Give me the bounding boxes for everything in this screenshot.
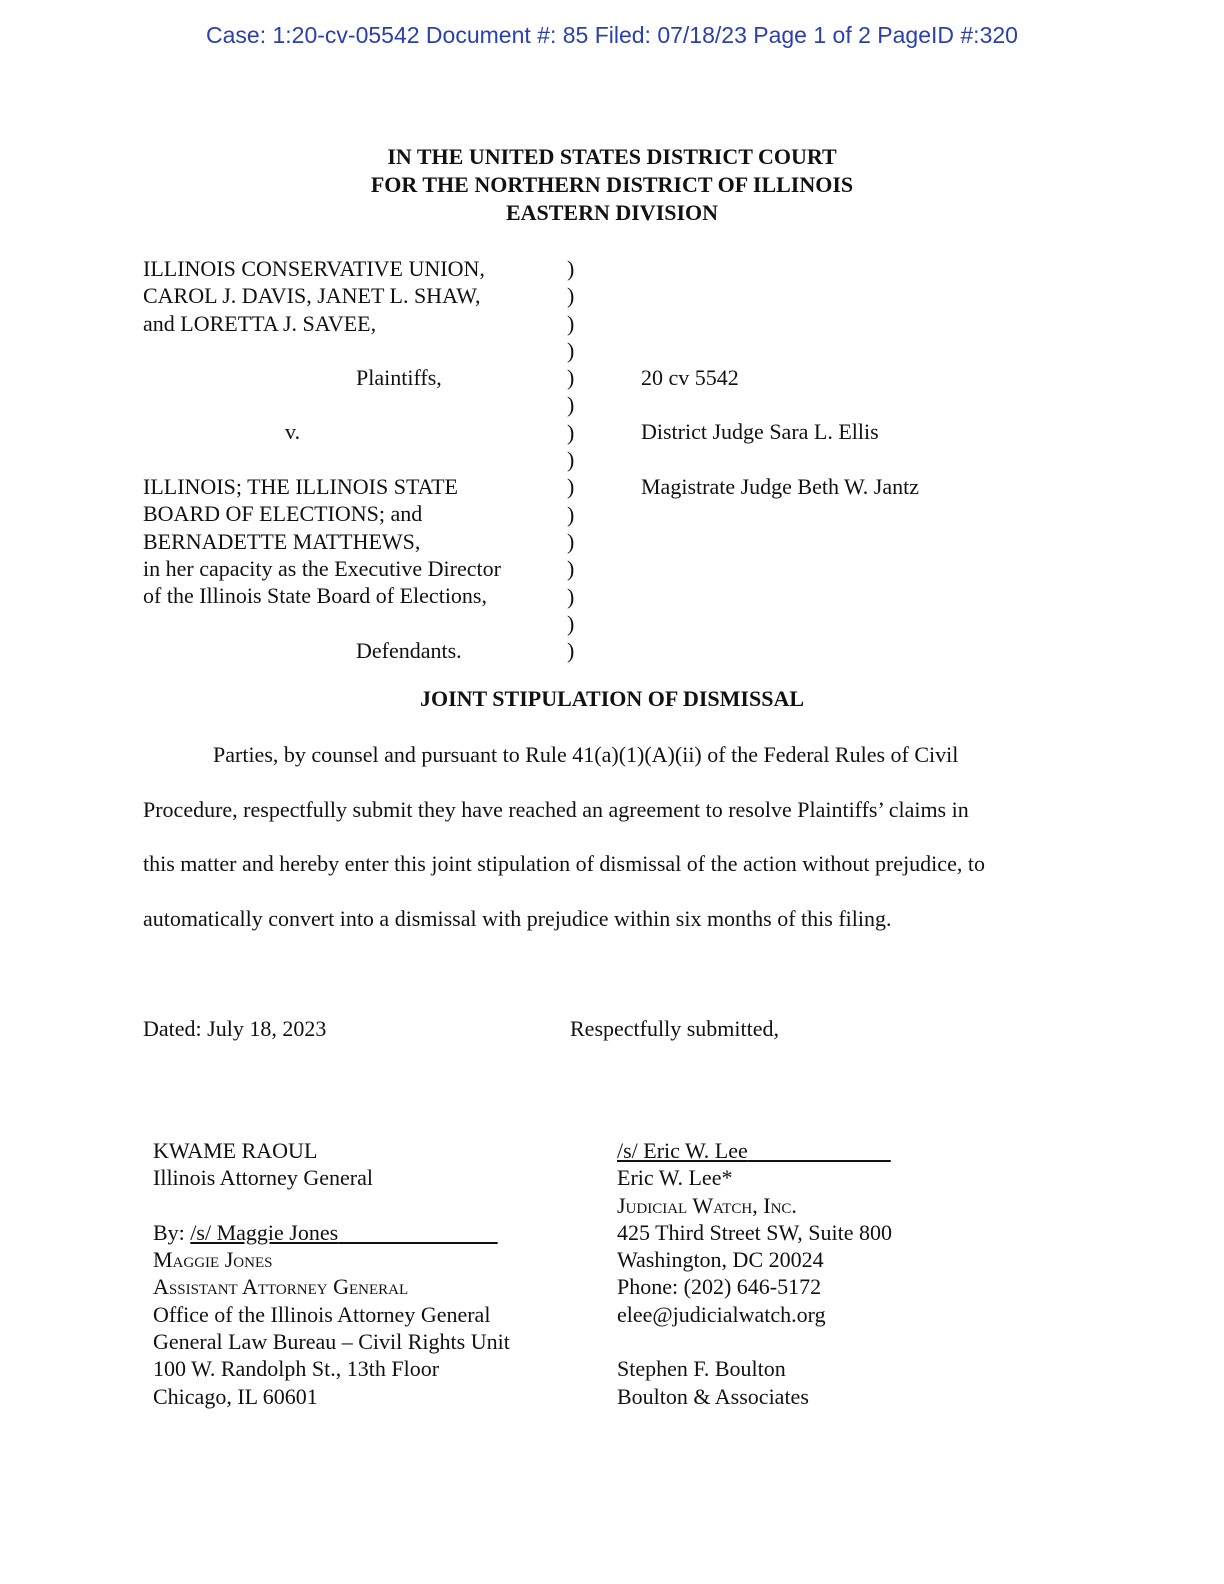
court-heading — [0, 143, 1224, 227]
signature-line — [153, 1219, 510, 1246]
defendant-line: of the Illinois State Board of Elections, — [143, 583, 487, 609]
magistrate-judge: Magistrate Judge Beth W. Jantz — [641, 474, 920, 499]
body-line-4: automatically convert into a dismissal with prejudice within six months of this filing. — [143, 906, 892, 931]
caption-paren: ) — [567, 447, 575, 473]
caption-paren: ) — [567, 283, 575, 309]
caption-paren: ) — [567, 638, 575, 664]
address-line-1: 425 Third Street SW, Suite 800 — [617, 1219, 892, 1245]
caption-paren: ) — [567, 501, 575, 527]
caption-paren: ) — [567, 310, 575, 336]
address-line-2: Washington, DC 20024 — [617, 1247, 824, 1273]
address-line-1: 100 W. Randolph St., 13th Floor — [153, 1356, 440, 1382]
cocounsel-name: Stephen F. Boulton — [617, 1356, 786, 1382]
case-number: 20 cv 5542 — [641, 365, 739, 390]
plaintiff-line: CAROL J. DAVIS, JANET L. SHAW, — [143, 283, 481, 309]
caption-paren: ) — [567, 556, 575, 582]
caption-paren: ) — [567, 419, 575, 445]
court-heading-line-3: EASTERN DIVISION — [505, 200, 719, 225]
defendants-block — [143, 473, 501, 609]
email-line: elee@judicialwatch.org — [617, 1301, 826, 1327]
caption-paren: ) — [567, 365, 575, 391]
defendant-line: BOARD OF ELECTIONS; and — [143, 501, 423, 527]
caption-paren: ) — [567, 337, 575, 363]
district-judge: District Judge Sara L. Ellis — [641, 419, 879, 444]
bureau-line: General Law Bureau – Civil Rights Unit — [153, 1329, 510, 1355]
by-prefix: By: — [153, 1219, 191, 1245]
signature-text: /s/ Maggie Jones — [190, 1219, 339, 1245]
document-title: JOINT STIPULATION OF DISMISSAL — [419, 686, 805, 711]
signature-text: /s/ Eric W. Lee — [617, 1138, 748, 1163]
plaintiffs-label: Plaintiffs, — [356, 365, 442, 390]
court-heading-line-2: FOR THE NORTHERN DISTRICT OF ILLINOIS — [370, 172, 854, 197]
caption-paren: ) — [567, 474, 575, 500]
caption-paren: ) — [567, 583, 575, 609]
body-line-2: Procedure, respectfully submit they have reached an agreement to resolve Plaintiffs’ claims in — [143, 797, 969, 822]
defendant-line: in her capacity as the Executive Director — [143, 555, 501, 581]
caption-paren: ) — [567, 256, 575, 281]
plaintiff-line: and LORETTA J. SAVEE, — [143, 310, 377, 336]
caption-paren: ) — [567, 392, 575, 418]
cocounsel-firm: Boulton & Associates — [617, 1383, 809, 1409]
court-heading-line-1: IN THE UNITED STATES DISTRICT COURT — [387, 144, 837, 169]
signer-name: Maggie Jones — [153, 1247, 273, 1273]
dated-line: Dated: July 18, 2023 — [143, 1016, 327, 1041]
office-line: Office of the Illinois Attorney General — [153, 1301, 491, 1327]
organization-name: Judicial Watch, Inc. — [617, 1192, 797, 1218]
attorney-general-name: KWAME RAOUL — [153, 1138, 318, 1163]
attorney-general-title: Illinois Attorney General — [153, 1165, 373, 1191]
caption-paren: ) — [567, 610, 575, 636]
ecf-header-stamp: Case: 1:20-cv-05542 Document #: 85 Filed: 07/18/23 Page 1 of 2 PageID #:320 — [206, 22, 1018, 48]
defendants-label: Defendants. — [356, 638, 462, 663]
caption-paren-column — [567, 255, 574, 664]
address-line-2: Chicago, IL 60601 — [153, 1383, 318, 1409]
signer-title: Assistant Attorney General — [153, 1274, 409, 1300]
phone-line: Phone: (202) 646-5172 — [617, 1274, 822, 1300]
plaintiffs-block — [143, 255, 485, 337]
closing-line: Respectfully submitted, — [570, 1016, 779, 1041]
attorney-name: Eric W. Lee* — [617, 1165, 733, 1191]
left-signature-block — [153, 1137, 510, 1410]
defendant-line: ILLINOIS; THE ILLINOIS STATE — [143, 474, 458, 499]
body-line-3: this matter and hereby enter this joint stipulation of dismissal of the action without prejudice, to — [143, 851, 985, 876]
plaintiff-line: ILLINOIS CONSERVATIVE UNION, — [143, 256, 485, 281]
body-line-1: Parties, by counsel and pursuant to Rule 41(a)(1)(A)(ii) of the Federal Rules of Civil — [213, 742, 959, 767]
versus-label: v. — [285, 419, 301, 444]
caption-paren: ) — [567, 528, 575, 554]
right-signature-block — [617, 1137, 892, 1410]
defendant-line: BERNADETTE MATTHEWS, — [143, 528, 421, 554]
